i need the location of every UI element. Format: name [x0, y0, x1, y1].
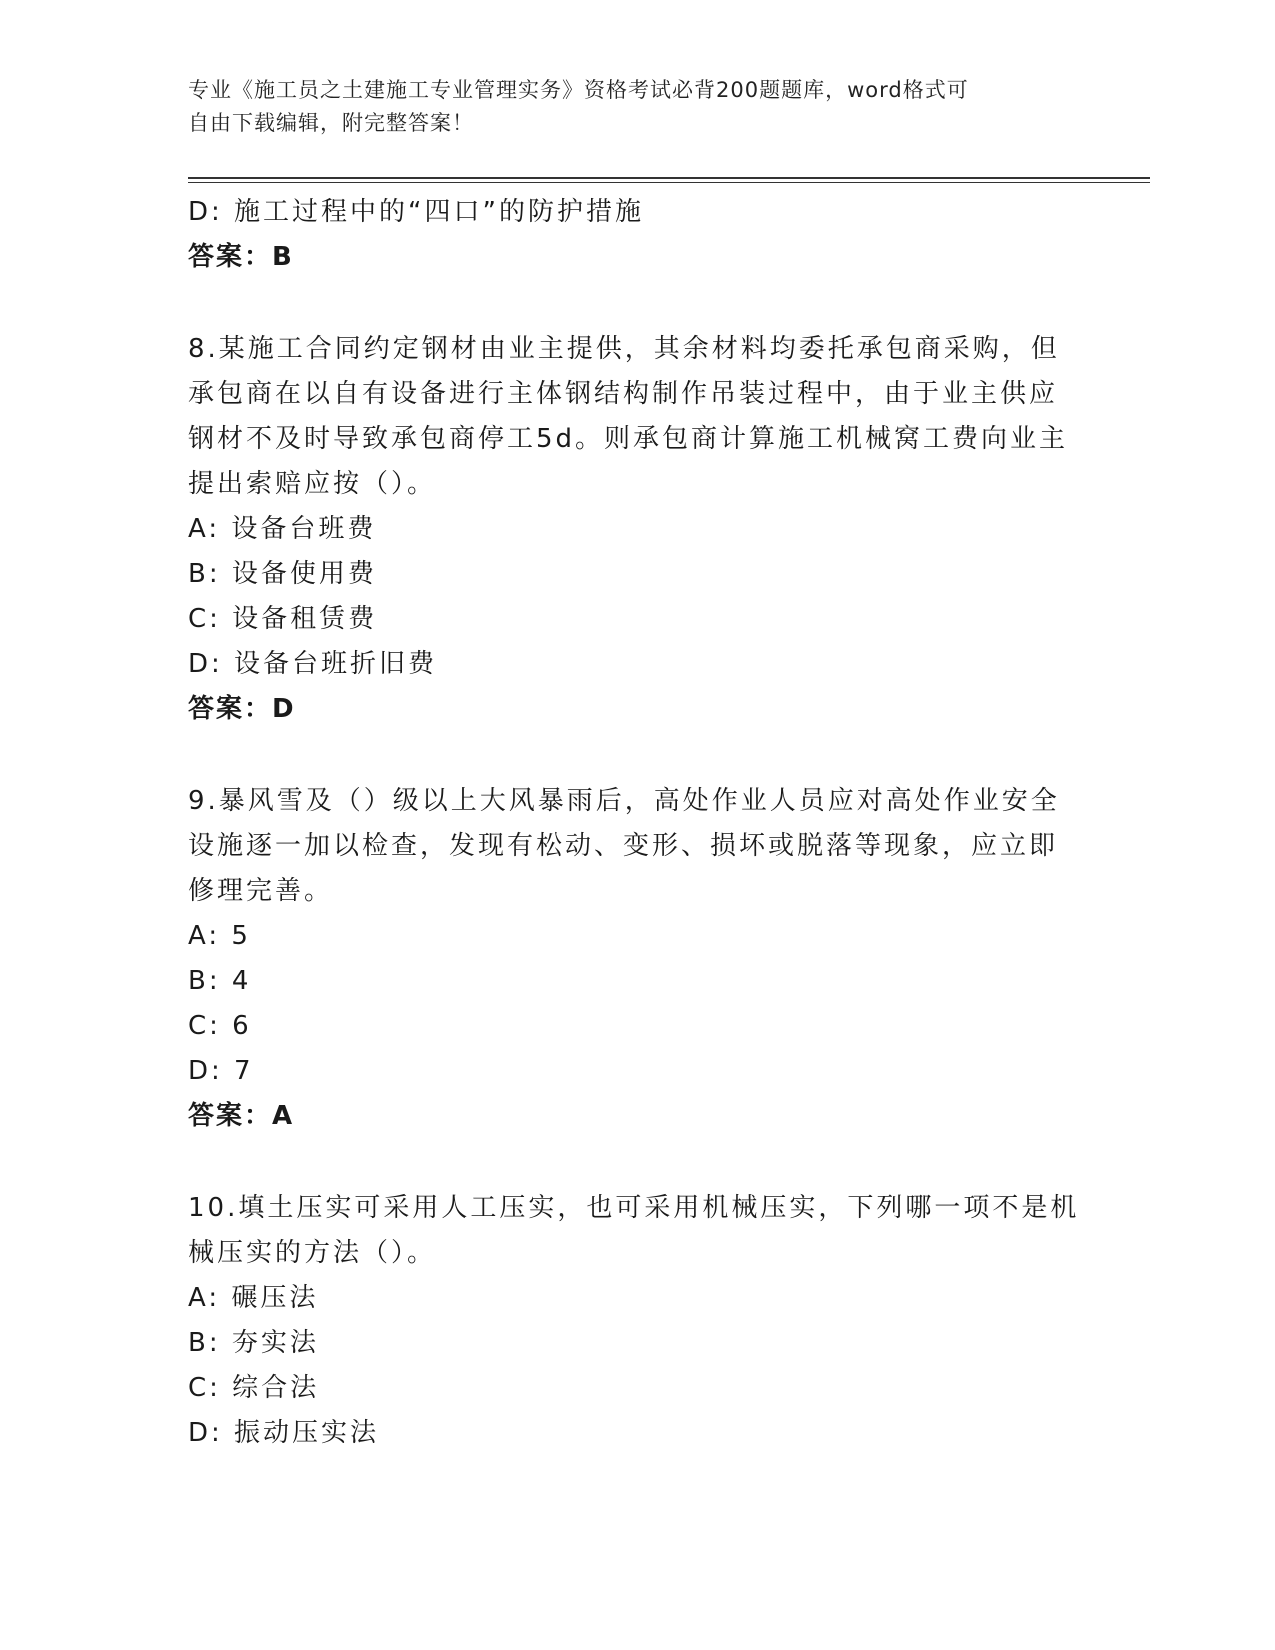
question-10 [188, 1186, 1088, 1456]
option-b: B: 4 [188, 966, 252, 996]
option-d: D: 设备台班折旧费 [188, 649, 438, 679]
question-stem-line: 10.填土压实可采用人工压实，也可采用机械压实，下列哪一项不是机 [188, 1193, 1080, 1223]
question-stem-line: 设施逐一加以检查，发现有松动、变形、损坏或脱落等现象，应立即 [188, 831, 1059, 861]
option-b: B: 夯实法 [188, 1328, 319, 1358]
answer: 答案：B [188, 242, 294, 272]
answer: 答案：D [188, 694, 296, 724]
question-stem-line: 提出索赔应按（）。 [188, 469, 437, 499]
option-b: B: 设备使用费 [188, 559, 377, 589]
question-list [188, 190, 1088, 1456]
option-c: C: 综合法 [188, 1373, 320, 1403]
answer: 答案：A [188, 1101, 295, 1131]
header-line-2: 自由下载编辑，附完整答案！ [188, 111, 474, 135]
question-stem-line: 钢材不及时导致承包商停工5d。则承包商计算施工机械窝工费向业主 [188, 424, 1069, 454]
option-c: C: 6 [188, 1011, 252, 1041]
header-divider-thin [188, 182, 1150, 183]
question-7-tail [188, 190, 1088, 280]
question-stem-line: 8.某施工合同约定钢材由业主提供，其余材料均委托承包商采购，但 [188, 334, 1060, 364]
spacer [188, 1139, 1088, 1186]
question-stem-line: 械压实的方法（）。 [188, 1238, 437, 1268]
option-d: D: 施工过程中的“四口”的防护措施 [188, 197, 644, 227]
option-a: A: 设备台班费 [188, 514, 377, 544]
question-9 [188, 779, 1088, 1139]
header-divider-thick [188, 177, 1150, 179]
option-d: D: 7 [188, 1056, 254, 1086]
spacer [188, 280, 1088, 327]
question-stem-line: 承包商在以自有设备进行主体钢结构制作吊装过程中，由于业主供应 [188, 379, 1059, 409]
option-a: A: 碾压法 [188, 1283, 319, 1313]
document-header [188, 74, 1068, 140]
option-d: D: 振动压实法 [188, 1418, 380, 1448]
header-line-1: 专业《施工员之土建施工专业管理实务》资格考试必背200题题库，word格式可 [188, 78, 969, 102]
option-a: A: 5 [188, 921, 251, 951]
question-stem-line: 9.暴风雪及（）级以上大风暴雨后，高处作业人员应对高处作业安全 [188, 786, 1060, 816]
option-c: C: 设备租赁费 [188, 604, 378, 634]
spacer [188, 732, 1088, 779]
question-8 [188, 327, 1088, 732]
question-stem-line: 修理完善。 [188, 876, 334, 906]
